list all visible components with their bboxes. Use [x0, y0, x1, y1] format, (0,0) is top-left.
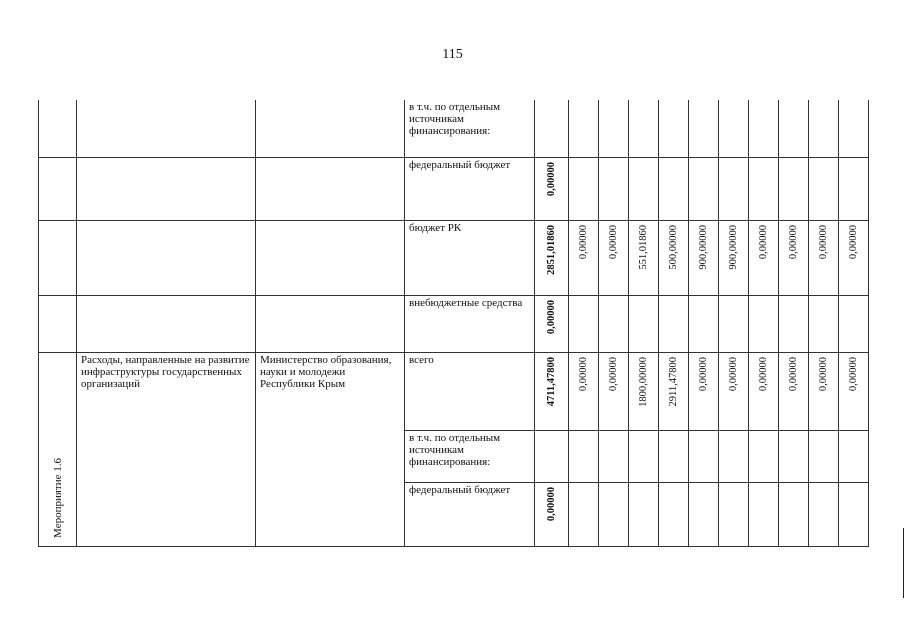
- value-cell: [599, 100, 629, 157]
- value-cell: [809, 157, 839, 220]
- value-cell: [689, 482, 719, 546]
- value-cell: [779, 482, 809, 546]
- value-cell: [689, 157, 719, 220]
- value-cell: 0,00000: [839, 220, 869, 295]
- description-cell-continued: [77, 100, 256, 157]
- value-cell: 0,00000: [689, 352, 719, 430]
- value-cell: [779, 295, 809, 352]
- activity-code-cell: Мероприятие 1.6: [39, 352, 77, 546]
- value-cell: [629, 100, 659, 157]
- value-cell: [809, 295, 839, 352]
- value-cell: [719, 100, 749, 157]
- value-cell: 0,00000: [599, 352, 629, 430]
- value-cell: [749, 157, 779, 220]
- value-cell: [809, 100, 839, 157]
- scan-edge-line: [903, 528, 904, 598]
- activity-code-cell-continued: [39, 295, 77, 352]
- activity-code-cell-continued: [39, 220, 77, 295]
- value-cell: [659, 430, 689, 482]
- funding-source-label: федеральный бюджет: [405, 482, 535, 546]
- value-cell: [569, 100, 599, 157]
- table-row: [39, 220, 869, 295]
- value-cell: [719, 430, 749, 482]
- value-cell: [659, 482, 689, 546]
- value-cell: [719, 295, 749, 352]
- value-cell: [749, 100, 779, 157]
- table-row: [39, 157, 869, 220]
- value-cell: 0,00000: [809, 220, 839, 295]
- activity-executor: Министерство образования, науки и молодежи Республики Крым: [256, 352, 405, 546]
- total-cell: 0,00000: [535, 157, 569, 220]
- value-cell: 900,00000: [719, 220, 749, 295]
- value-cell: [689, 295, 719, 352]
- value-cell: 0,00000: [839, 352, 869, 430]
- value-cell: [839, 157, 869, 220]
- value-cell: [839, 295, 869, 352]
- table-row: [39, 352, 869, 430]
- activity-description: Расходы, направленные на развитие инфраструктуры государственных организаций: [77, 352, 256, 546]
- value-cell: [569, 157, 599, 220]
- value-cell: [809, 430, 839, 482]
- value-cell: [689, 100, 719, 157]
- value-cell: [779, 157, 809, 220]
- value-cell: [839, 430, 869, 482]
- executor-cell-continued: [256, 100, 405, 157]
- value-cell: [839, 482, 869, 546]
- executor-cell-continued: [256, 157, 405, 220]
- value-cell: 0,00000: [599, 220, 629, 295]
- total-cell: [535, 430, 569, 482]
- value-cell: 0,00000: [569, 220, 599, 295]
- funding-source-label: в т.ч. по отдельным источникам финансирования:: [405, 430, 535, 482]
- value-cell: 551,01860: [629, 220, 659, 295]
- table-row: [39, 295, 869, 352]
- description-cell-continued: [77, 295, 256, 352]
- value-cell: 0,00000: [749, 220, 779, 295]
- executor-cell-continued: [256, 220, 405, 295]
- value-cell: [629, 482, 659, 546]
- value-cell: [599, 430, 629, 482]
- budget-table: [38, 100, 869, 547]
- value-cell: [809, 482, 839, 546]
- total-cell: 2851,01860: [535, 220, 569, 295]
- value-cell: [569, 295, 599, 352]
- total-cell: 4711,47800: [535, 352, 569, 430]
- value-cell: [629, 157, 659, 220]
- description-cell-continued: [77, 157, 256, 220]
- value-cell: [749, 482, 779, 546]
- funding-source-label: бюджет РК: [405, 220, 535, 295]
- value-cell: [749, 295, 779, 352]
- value-cell: [719, 482, 749, 546]
- value-cell: 1800,00000: [629, 352, 659, 430]
- value-cell: [599, 295, 629, 352]
- value-cell: [719, 157, 749, 220]
- funding-source-label: внебюджетные средства: [405, 295, 535, 352]
- value-cell: [779, 100, 809, 157]
- value-cell: [569, 482, 599, 546]
- value-cell: 0,00000: [749, 352, 779, 430]
- value-cell: [659, 295, 689, 352]
- activity-code-cell-continued: [39, 100, 77, 157]
- value-cell: 500,00000: [659, 220, 689, 295]
- value-cell: [659, 100, 689, 157]
- value-cell: [569, 430, 599, 482]
- value-cell: 900,00000: [689, 220, 719, 295]
- value-cell: [629, 430, 659, 482]
- value-cell: [839, 100, 869, 157]
- executor-cell-continued: [256, 295, 405, 352]
- value-cell: 0,00000: [569, 352, 599, 430]
- table-row: [39, 100, 869, 157]
- value-cell: [689, 430, 719, 482]
- total-cell: 0,00000: [535, 295, 569, 352]
- total-cell: 0,00000: [535, 482, 569, 546]
- page-number: 115: [442, 47, 463, 62]
- value-cell: 0,00000: [809, 352, 839, 430]
- funding-source-label: федеральный бюджет: [405, 157, 535, 220]
- value-cell: 0,00000: [779, 352, 809, 430]
- value-cell: [749, 430, 779, 482]
- value-cell: [659, 157, 689, 220]
- funding-source-label: в т.ч. по отдельным источникам финансирования:: [405, 100, 535, 157]
- total-cell: [535, 100, 569, 157]
- funding-source-label: всего: [405, 352, 535, 430]
- value-cell: 0,00000: [719, 352, 749, 430]
- value-cell: [599, 482, 629, 546]
- value-cell: 0,00000: [779, 220, 809, 295]
- description-cell-continued: [77, 220, 256, 295]
- value-cell: 2911,47800: [659, 352, 689, 430]
- value-cell: [629, 295, 659, 352]
- value-cell: [599, 157, 629, 220]
- value-cell: [779, 430, 809, 482]
- activity-code-cell-continued: [39, 157, 77, 220]
